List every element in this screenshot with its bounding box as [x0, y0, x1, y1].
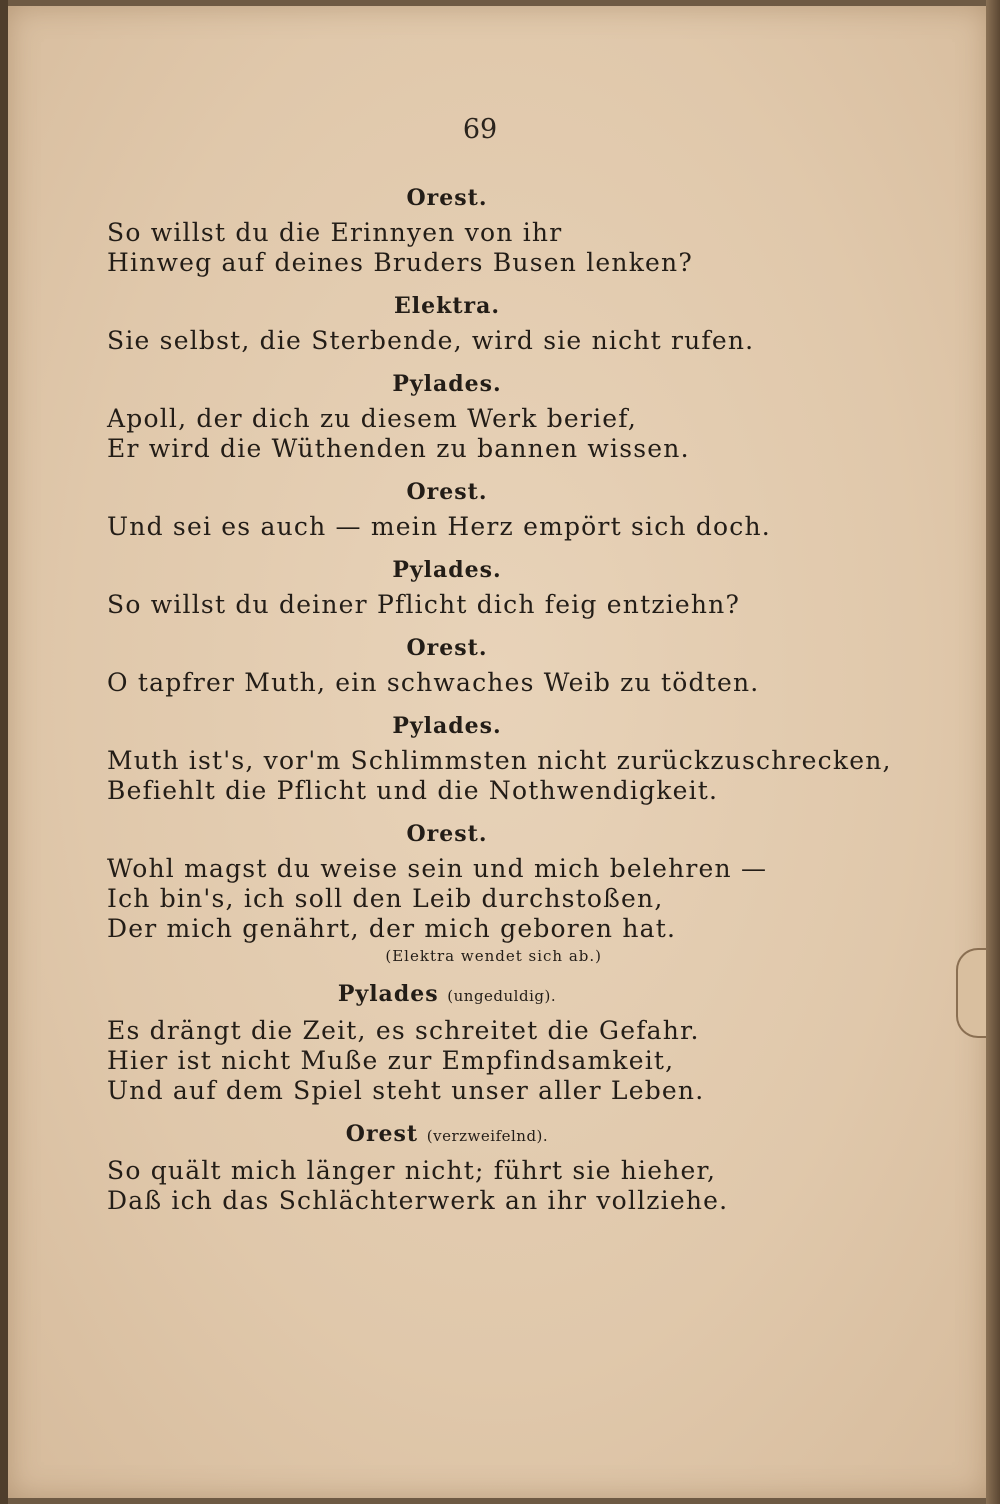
- speaker-heading: [107, 634, 907, 662]
- verse-line: Es drängt die Zeit, es schreitet die Gefahr.: [107, 1016, 700, 1045]
- verse-line: Der mich genährt, der mich geboren hat.: [107, 914, 677, 943]
- speaker-heading: [107, 1120, 907, 1150]
- stage-direction: (Elektra wendet sich ab.): [385, 947, 602, 965]
- verse-line: Daß ich das Schlächterwerk an ihr vollziehe.: [107, 1186, 729, 1215]
- verse-line: Er wird die Wüthenden zu bannen wissen.: [107, 434, 690, 463]
- verse-line: O tapfrer Muth, ein schwaches Weib zu tödten.: [107, 668, 760, 697]
- speaker-heading: [107, 370, 907, 398]
- speaker-heading: [107, 556, 907, 584]
- dialogue-text: [107, 170, 907, 1216]
- verse-line: So willst du die Erinnyen von ihr: [107, 218, 563, 247]
- speaker-note: (ungeduldig).: [447, 987, 557, 1005]
- verse-line: Muth ist's, vor'm Schlimmsten nicht zurückzuschrecken,: [107, 746, 892, 775]
- verse-line: Apoll, der dich zu diesem Werk berief,: [107, 404, 637, 433]
- verse-line: Befiehlt die Pflicht und die Nothwendigkeit.: [107, 776, 719, 805]
- verse-line: Hinweg auf deines Bruders Busen lenken?: [107, 248, 693, 277]
- verse-line: So willst du deiner Pflicht dich feig entziehn?: [107, 590, 741, 619]
- page-number: 69: [462, 114, 498, 145]
- verse-line: Und sei es auch — mein Herz empört sich doch.: [107, 512, 771, 541]
- speaker-name: Orest.: [406, 479, 488, 505]
- speaker-heading: [107, 820, 907, 848]
- speaker-name: Elektra.: [393, 293, 501, 319]
- speaker-heading: [107, 712, 907, 740]
- speaker-name: Orest: [345, 1121, 419, 1147]
- speaker-heading: [107, 292, 907, 320]
- speaker-name: Orest.: [406, 635, 488, 661]
- verse-line: So quält mich länger nicht; führt sie hieher,: [107, 1156, 717, 1185]
- verse-line: Sie selbst, die Sterbende, wird sie nicht rufen.: [107, 326, 755, 355]
- speaker-name: Orest.: [406, 821, 488, 847]
- speaker-name: Pylades: [337, 981, 439, 1007]
- speaker-heading: [107, 980, 907, 1010]
- verse-line: Wohl magst du weise sein und mich belehren —: [107, 854, 768, 883]
- binding-edge: [0, 0, 8, 1504]
- speaker-name: Pylades.: [392, 713, 502, 739]
- speaker-heading: [107, 478, 907, 506]
- page-edge: [986, 0, 1000, 1504]
- speaker-name: Orest.: [406, 185, 488, 211]
- verse-line: Und auf dem Spiel steht unser aller Leben.: [107, 1076, 705, 1105]
- verse-line: Ich bin's, ich soll den Leib durchstoßen,: [107, 884, 664, 913]
- speaker-name: Pylades.: [392, 371, 502, 397]
- speaker-heading: [107, 184, 907, 212]
- speaker-note: (verzweifelnd).: [426, 1127, 549, 1145]
- verse-line: Hier ist nicht Muße zur Empfindsamkeit,: [107, 1046, 675, 1075]
- speaker-name: Pylades.: [392, 557, 502, 583]
